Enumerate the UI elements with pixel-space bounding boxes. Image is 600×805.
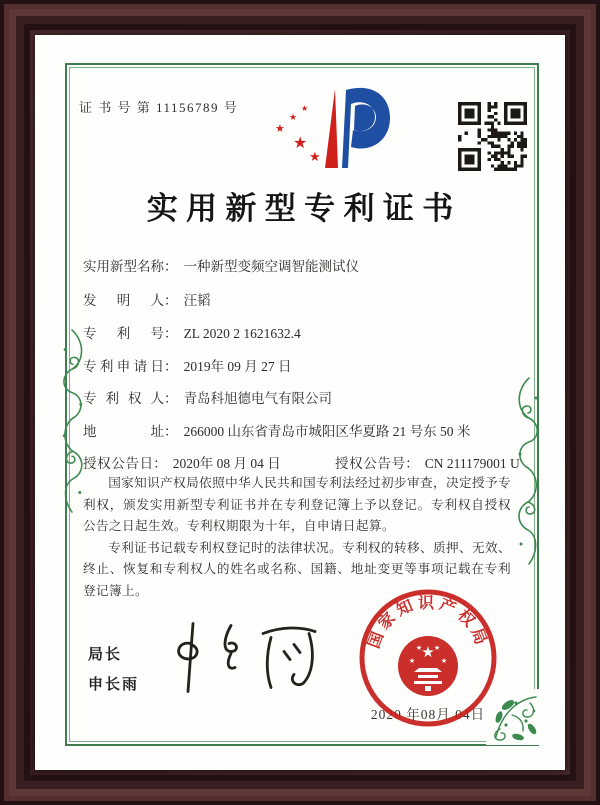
seal-national-emblem-icon (398, 636, 458, 696)
grant-number-label: 授权公告号 (335, 456, 406, 471)
field-inventor (83, 289, 211, 309)
logo-star-icon: ★ (301, 104, 309, 113)
national-ip-office-seal (348, 578, 508, 738)
seal-text: 国家知识产权局 (365, 594, 491, 651)
field-utility-model-name (83, 255, 359, 275)
grant-number-field (335, 452, 520, 472)
field-application-date (83, 355, 292, 375)
qr-code (458, 102, 527, 171)
field-colon: ： (164, 359, 178, 374)
svg-text:★: ★ (415, 644, 423, 652)
handwritten-signature-icon (163, 615, 333, 700)
seal-date: 2020 年08月 04日 (370, 707, 486, 722)
field-address (83, 420, 470, 440)
svg-text:★: ★ (421, 643, 435, 661)
svg-text:★: ★ (433, 644, 441, 652)
cnipa-logo (273, 83, 393, 175)
field-patentee (83, 387, 332, 407)
field-label: 专利权人 (83, 391, 164, 406)
field-value: 青岛科旭德电气有限公司 (183, 391, 333, 406)
signer-block (88, 643, 139, 703)
field-value: 2019年 09 月 27 日 (183, 359, 292, 374)
field-value: 266000 山东省青岛市城阳区华夏路 21 号东 50 米 (183, 424, 471, 439)
grant-date-value: 2020年 08 月 04 日 (172, 456, 281, 471)
field-patent-number (83, 322, 301, 342)
signer-title: 局长 (88, 647, 123, 663)
grant-date-field (83, 456, 281, 471)
field-colon: ： (164, 259, 178, 274)
field-value: ZL 2020 2 1621632.4 (183, 326, 301, 341)
field-colon: ： (164, 424, 178, 439)
field-label: 地址 (83, 424, 164, 439)
field-label: 专利号 (83, 326, 164, 341)
logo-star-icon: ★ (289, 113, 298, 123)
field-label: 发明人 (83, 293, 164, 308)
grant-row (83, 452, 535, 472)
svg-text:★: ★ (408, 657, 416, 665)
field-value: 汪韬 (183, 293, 211, 308)
logo-star-icon: ★ (275, 122, 285, 135)
logo-star-icon: ★ (293, 133, 308, 152)
field-colon: ： (164, 326, 178, 341)
certificate-number: 证 书 号 第 11156789 号 (79, 100, 239, 115)
field-label: 专利申请日 (83, 359, 164, 374)
cnipa-logo-graphic (273, 83, 393, 175)
legal-paragraph: 国家知识产权局依照中华人民共和国专利法经过初步审查，决定授予专利权，颁发实用新型专利证书并在专利登记簿上予以登记。专利权自授权公告之日起生效。专利权期限为十年，自申请日起算。 (83, 476, 511, 533)
field-label: 实用新型名称 (83, 259, 164, 274)
field-value: 一种新型变频空调智能测试仪 (183, 259, 360, 274)
certificate-title: 实用新型专利证书 (146, 191, 462, 226)
signer-name: 申长雨 (88, 677, 140, 693)
field-colon: ： (405, 456, 419, 471)
legal-paragraph: 专利证书记载专利权登记时的法律状况。专利权的转移、质押、无效、终止、恢复和专利权人的姓名或名称、国籍、地址变更等事项记载在专利登记簿上。 (83, 540, 511, 598)
field-colon: ： (164, 293, 178, 308)
svg-text:★: ★ (440, 657, 448, 665)
field-colon: ： (153, 456, 167, 471)
grant-number-value: CN 211179001 U (424, 456, 520, 471)
certificate-paper (35, 35, 565, 770)
field-colon: ： (164, 391, 178, 406)
grant-date-label: 授权公告日 (83, 456, 154, 471)
logo-star-icon: ★ (309, 150, 321, 165)
